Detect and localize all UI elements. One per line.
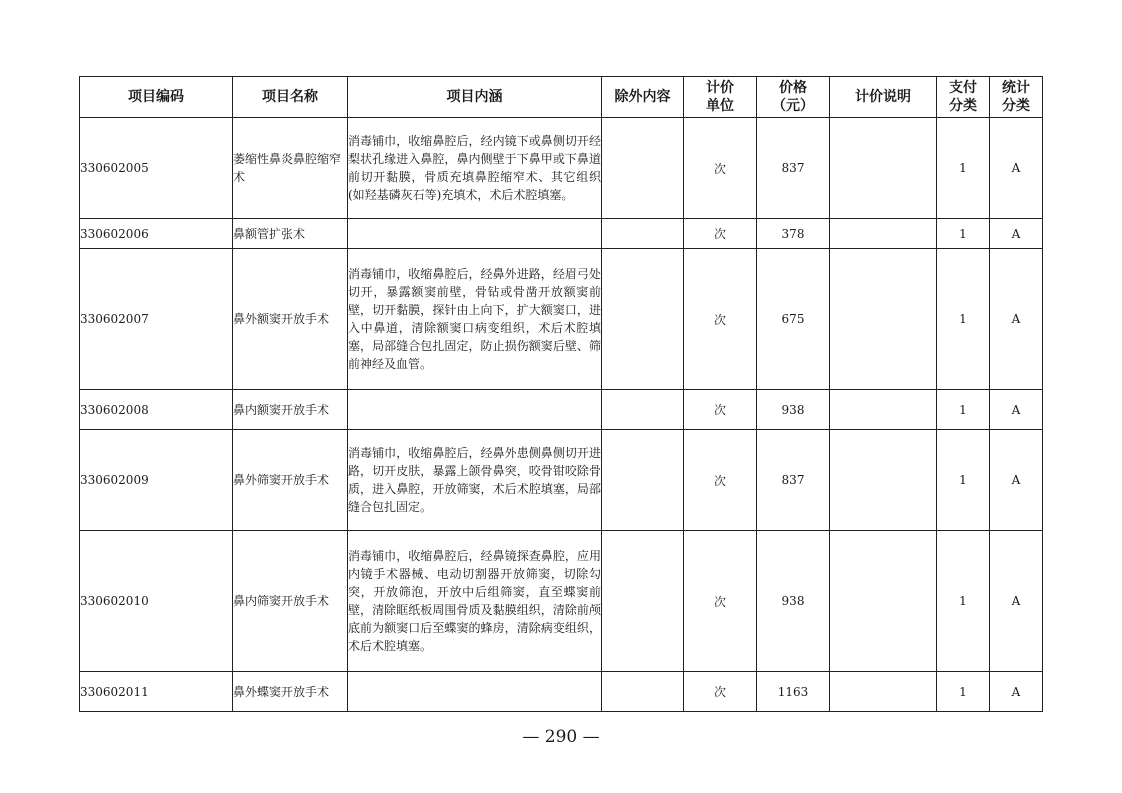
fee-table [79, 76, 1043, 712]
item-exclusions [602, 249, 684, 390]
item-price: 938 [757, 390, 830, 430]
item-exclusions [602, 430, 684, 531]
item-stat-class: A [990, 531, 1043, 672]
item-code: 330602007 [80, 249, 233, 390]
item-payment-class: 1 [937, 249, 990, 390]
item-content: 消毒铺巾，收缩鼻腔后，经鼻镜探查鼻腔，应用内镜手术器械、电动切割器开放筛窦，切除勾突，开放筛泡，开放中后组筛窦，直至蝶窦前壁，清除眶纸板周围骨质及黏膜组织，清除前颅底前为额窦口后至蝶窦的蜂房，清除病变组织，术后术腔填塞。 [348, 531, 602, 672]
item-name: 鼻外额窦开放手术 [233, 249, 348, 390]
item-name: 鼻内额窦开放手术 [233, 390, 348, 430]
item-exclusions [602, 118, 684, 219]
item-price: 1163 [757, 672, 830, 712]
item-price: 837 [757, 430, 830, 531]
item-payment-class: 1 [937, 390, 990, 430]
item-content [348, 390, 602, 430]
item-name: 鼻内筛窦开放手术 [233, 531, 348, 672]
item-unit: 次 [684, 430, 757, 531]
item-payment-class: 1 [937, 118, 990, 219]
item-price: 837 [757, 118, 830, 219]
item-stat-class: A [990, 249, 1043, 390]
item-stat-class: A [990, 672, 1043, 712]
item-price: 938 [757, 531, 830, 672]
item-code: 330602009 [80, 430, 233, 531]
item-content: 消毒铺巾，收缩鼻腔后，经鼻外进路，经眉弓处切开，暴露额窦前壁，骨钻或骨凿开放额窦前壁，切开黏膜，探针由上向下，扩大额窦口，进入中鼻道，清除额窦口病变组织，术后术腔填塞，局部缝合包扎固定，防止损伤额窦后壁、筛前神经及血管。 [348, 249, 602, 390]
item-payment-class: 1 [937, 219, 990, 249]
item-code: 330602005 [80, 118, 233, 219]
item-pricing-note [830, 390, 937, 430]
item-unit: 次 [684, 249, 757, 390]
item-exclusions [602, 531, 684, 672]
item-stat-class: A [990, 430, 1043, 531]
header-payment-class: 支付 分类 [937, 77, 990, 118]
item-pricing-note [830, 430, 937, 531]
item-exclusions [602, 672, 684, 712]
item-pricing-note [830, 249, 937, 390]
item-name: 鼻外蝶窦开放手术 [233, 672, 348, 712]
item-exclusions [602, 219, 684, 249]
item-content [348, 219, 602, 249]
header-price: 价格 （元） [757, 77, 830, 118]
item-payment-class: 1 [937, 430, 990, 531]
item-payment-class: 1 [937, 672, 990, 712]
item-exclusions [602, 390, 684, 430]
item-unit: 次 [684, 531, 757, 672]
item-name: 鼻额管扩张术 [233, 219, 348, 249]
table-row [80, 118, 1043, 219]
item-code: 330602008 [80, 390, 233, 430]
item-pricing-note [830, 672, 937, 712]
table-row [80, 430, 1043, 531]
item-unit: 次 [684, 118, 757, 219]
item-pricing-note [830, 118, 937, 219]
header-row [80, 77, 1043, 118]
item-content: 消毒铺巾，收缩鼻腔后，经鼻外患侧鼻侧切开进路，切开皮肤，暴露上颌骨鼻突，咬骨钳咬除骨质，进入鼻腔，开放筛窦，术后术腔填塞，局部缝合包扎固定。 [348, 430, 602, 531]
item-price: 675 [757, 249, 830, 390]
item-name: 鼻外筛窦开放手术 [233, 430, 348, 531]
item-pricing-note [830, 219, 937, 249]
item-code: 330602010 [80, 531, 233, 672]
table-row [80, 219, 1043, 249]
table-row [80, 249, 1043, 390]
item-unit: 次 [684, 672, 757, 712]
header-content: 项目内涵 [348, 77, 602, 118]
item-code: 330602011 [80, 672, 233, 712]
item-unit: 次 [684, 390, 757, 430]
item-payment-class: 1 [937, 531, 990, 672]
header-exclusions: 除外内容 [602, 77, 684, 118]
item-content: 消毒铺巾，收缩鼻腔后，经内镜下或鼻侧切开经梨状孔缘进入鼻腔，鼻内侧壁于下鼻甲或下鼻道前切开黏膜，骨质充填鼻腔缩窄术、其它组织(如羟基磷灰石等)充填术，术后术腔填塞。 [348, 118, 602, 219]
header-stat-class: 统计 分类 [990, 77, 1043, 118]
page-number: — 290 — [522, 727, 600, 747]
item-content [348, 672, 602, 712]
header-name: 项目名称 [233, 77, 348, 118]
item-stat-class: A [990, 390, 1043, 430]
table-row [80, 531, 1043, 672]
table-row [80, 672, 1043, 712]
header-code: 项目编码 [80, 77, 233, 118]
header-unit: 计价 单位 [684, 77, 757, 118]
item-name: 萎缩性鼻炎鼻腔缩窄术 [233, 118, 348, 219]
item-stat-class: A [990, 219, 1043, 249]
item-pricing-note [830, 531, 937, 672]
item-price: 378 [757, 219, 830, 249]
header-pricing-note: 计价说明 [830, 77, 937, 118]
table-row [80, 390, 1043, 430]
item-code: 330602006 [80, 219, 233, 249]
item-stat-class: A [990, 118, 1043, 219]
item-unit: 次 [684, 219, 757, 249]
